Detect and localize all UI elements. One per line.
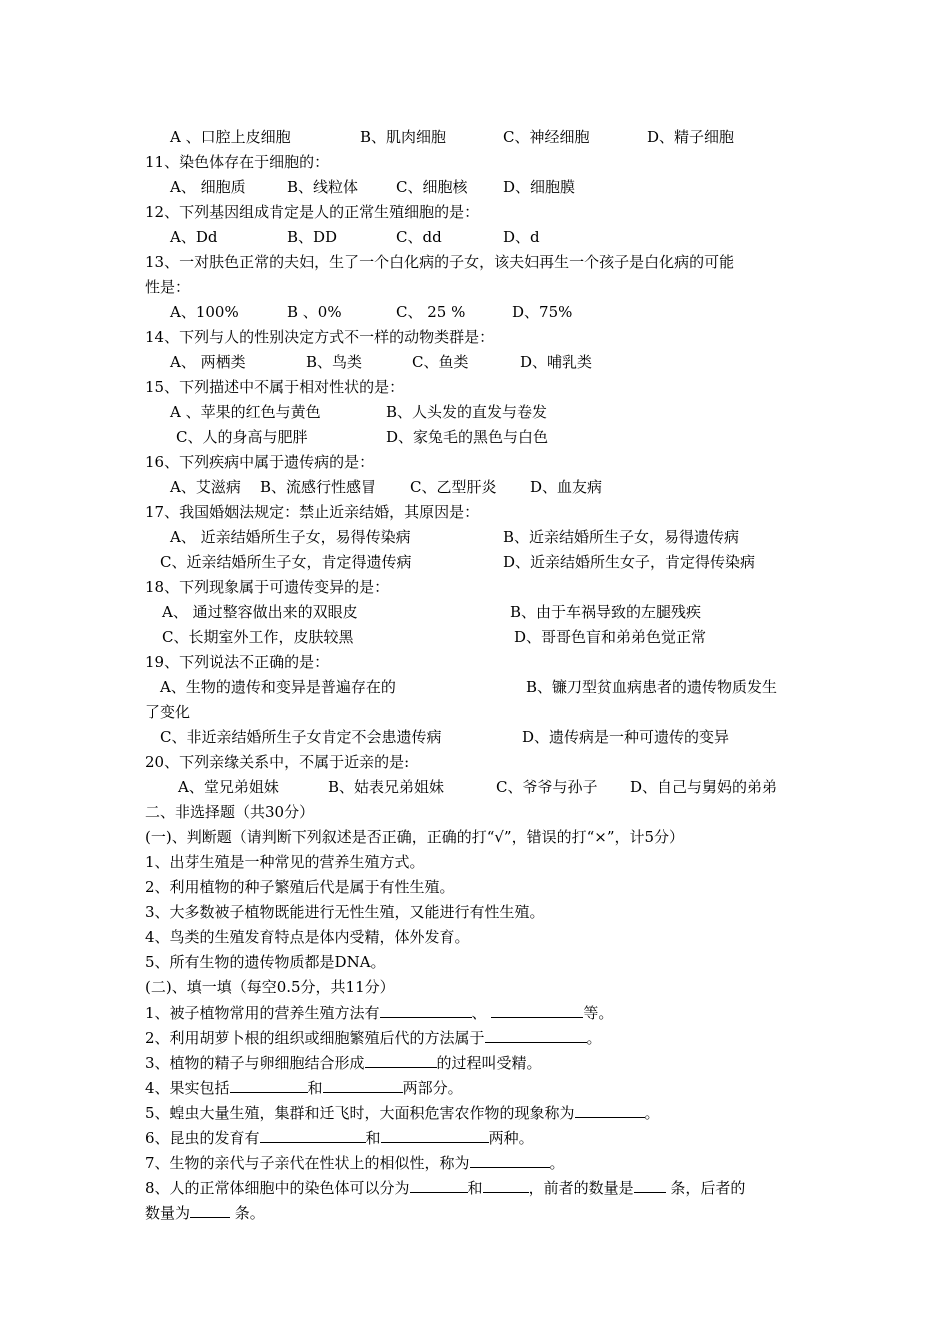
fill-blank[interactable] <box>575 1102 645 1118</box>
q16-option-c: C、乙型肝炎 <box>410 478 497 496</box>
fill-item-6-mid: 和 <box>365 1129 381 1147</box>
q14-option-a: A、 两栖类 <box>170 353 246 371</box>
q16-option-a: A、艾滋病 <box>170 478 241 496</box>
fill-item-2-text: 2、利用胡萝卜根的组织或细胞繁殖后代的方法属于 <box>145 1029 485 1047</box>
q17-option-c: C、近亲结婚所生子女，肯定得遗传病 <box>160 553 412 571</box>
q12-option-d: D、d <box>503 228 540 246</box>
q20-option-b: B、姑表兄弟姐妹 <box>328 778 445 796</box>
fill-item-8-end: 条。 <box>234 1204 265 1222</box>
q20-stem: 20、下列亲缘关系中，不属于近亲的是: <box>145 753 410 771</box>
q12-option-a: A、Dd <box>170 228 218 246</box>
q11-option-d: D、细胞膜 <box>503 178 576 196</box>
q20-option-c: C、爷爷与孙子 <box>496 778 598 796</box>
q12-option-b: B、DD <box>287 228 338 246</box>
q13-stem: 13、一对肤色正常的夫妇，生了一个白化病的子女，该夫妇再生一个孩子是白化病的可能 <box>145 253 735 271</box>
q18-option-d: D、哥哥色盲和弟弟色觉正常 <box>514 628 707 646</box>
q15-stem: 15、下列描述中不属于相对性状的是： <box>145 378 405 396</box>
fill-item-1-sep: 、 <box>471 1004 487 1022</box>
q11-option-c: C、细胞核 <box>396 178 468 196</box>
fill-blank[interactable] <box>365 1052 437 1068</box>
q17-option-a: A、 近亲结婚所生子女，易得传染病 <box>170 528 411 546</box>
judge-item-2: 2、利用植物的种子繁殖后代是属于有性生殖。 <box>145 878 455 896</box>
fill-item-2-end: 。 <box>586 1029 602 1047</box>
judge-item-3: 3、大多数被子植物既能进行无性生殖，又能进行有性生殖。 <box>145 903 545 921</box>
q13-option-a: A、100% <box>170 303 239 321</box>
q18-option-b: B、由于车祸导致的左腿残疾 <box>510 603 702 621</box>
q19-option-c: C、非近亲结婚所生子女肯定不会患遗传病 <box>160 728 442 746</box>
fill-item-6-end: 两种。 <box>488 1129 534 1147</box>
judge-title: (一)、判断题（请判断下列叙述是否正确，正确的打“√”，错误的打“×”，计5分） <box>145 828 685 846</box>
fill-blank[interactable] <box>380 1002 472 1018</box>
q10-option-b: B、肌肉细胞 <box>360 128 447 146</box>
fill-blank[interactable] <box>260 1127 366 1143</box>
fill-item-4-mid: 和 <box>307 1079 323 1097</box>
q13-stem-cont: 性是： <box>145 278 191 296</box>
q10-option-c: C、神经细胞 <box>503 128 590 146</box>
q10-option-d: D、精子细胞 <box>647 128 735 146</box>
judge-item-4: 4、鸟类的生殖发育特点是体内受精，体外发育。 <box>145 928 470 946</box>
fill-item-8 <box>145 1177 745 1198</box>
q13-option-d: D、75% <box>512 303 573 321</box>
fill-item-8-text: 8、人的正常体细胞中的染色体可以分为 <box>145 1179 410 1197</box>
q19-stem: 19、下列说法不正确的是： <box>145 653 330 671</box>
q10-option-a: A 、口腔上皮细胞 <box>170 128 291 146</box>
q17-option-d: D、近亲结婚所生女子，肯定得传染病 <box>503 553 756 571</box>
q17-stem: 17、我国婚姻法规定：禁止近亲结婚，其原因是： <box>145 503 480 521</box>
q13-option-b: B 、0% <box>287 303 342 321</box>
q11-option-a: A、 细胞质 <box>170 178 246 196</box>
q18-option-c: C、长期室外工作，皮肤较黑 <box>162 628 354 646</box>
q15-option-a: A 、苹果的红色与黄色 <box>170 403 321 421</box>
fill-item-4 <box>145 1077 463 1098</box>
fill-item-4-text: 4、果实包括 <box>145 1079 230 1097</box>
q14-option-c: C、鱼类 <box>412 353 469 371</box>
fill-title: (二)、填一填（每空0.5分，共11分） <box>145 978 395 996</box>
q20-option-d: D、自己与舅妈的弟弟 <box>630 778 778 796</box>
fill-item-1-end: 等。 <box>583 1004 614 1022</box>
q16-option-d: D、血友病 <box>530 478 603 496</box>
q14-option-d: D、哺乳类 <box>520 353 593 371</box>
fill-blank[interactable] <box>381 1127 489 1143</box>
q18-stem: 18、下列现象属于可遗传变异的是： <box>145 578 390 596</box>
q15-option-d: D、家兔毛的黑色与白色 <box>386 428 549 446</box>
fill-blank[interactable] <box>485 1027 587 1043</box>
fill-item-7-text: 7、生物的亲代与子亲代在性状上的相似性，称为 <box>145 1154 470 1172</box>
fill-item-3 <box>145 1052 542 1073</box>
fill-item-8-text4: 数量为 <box>145 1204 191 1222</box>
fill-blank[interactable] <box>230 1077 308 1093</box>
fill-blank[interactable] <box>634 1177 666 1193</box>
judge-item-1: 1、出芽生殖是一种常见的营养生殖方式。 <box>145 853 425 871</box>
q12-option-c: C、dd <box>396 228 442 246</box>
q15-option-c: C、人的身高与肥胖 <box>176 428 308 446</box>
q11-stem: 11、染色体存在于细胞的： <box>145 153 330 171</box>
fill-blank[interactable] <box>323 1077 403 1093</box>
q18-option-a: A、 通过整容做出来的双眼皮 <box>162 603 358 621</box>
fill-item-6-text: 6、昆虫的发育有 <box>145 1129 260 1147</box>
q19-option-a: A、生物的遗传和变异是普遍存在的 <box>160 678 396 696</box>
q16-stem: 16、下列疾病中属于遗传病的是： <box>145 453 375 471</box>
q14-option-b: B、鸟类 <box>306 353 363 371</box>
q19-option-d: D、遗传病是一种可遗传的变异 <box>522 728 730 746</box>
q17-option-b: B、近亲结婚所生子女，易得遗传病 <box>503 528 740 546</box>
fill-item-8-cont <box>145 1202 265 1223</box>
fill-blank[interactable] <box>470 1152 550 1168</box>
q16-option-b: B、流感行性感冒 <box>260 478 377 496</box>
section2-title: 二、非选择题（共30分） <box>145 803 315 821</box>
fill-item-8-mid: 和 <box>467 1179 483 1197</box>
q12-stem: 12、下列基因组成肯定是人的正常生殖细胞的是： <box>145 203 480 221</box>
fill-item-5-text: 5、蝗虫大量生殖，集群和迁飞时，大面积危害农作物的现象称为 <box>145 1104 575 1122</box>
q11-option-b: B、线粒体 <box>287 178 359 196</box>
q19-option-b-cont: 了变化 <box>145 703 191 721</box>
fill-blank[interactable] <box>190 1202 230 1218</box>
fill-item-6 <box>145 1127 534 1148</box>
fill-item-8-text3: 条，后者的 <box>670 1179 746 1197</box>
q15-option-b: B、人头发的直发与卷发 <box>386 403 548 421</box>
fill-item-3-text: 3、植物的精子与卵细胞结合形成 <box>145 1054 365 1072</box>
fill-blank[interactable] <box>483 1177 529 1193</box>
q14-stem: 14、下列与人的性别决定方式不一样的动物类群是： <box>145 328 495 346</box>
fill-item-5-end: 。 <box>644 1104 660 1122</box>
fill-item-1-text: 1、被子植物常用的营养生殖方法有 <box>145 1004 380 1022</box>
fill-item-7-end: 。 <box>549 1154 565 1172</box>
judge-item-5: 5、所有生物的遗传物质都是DNA。 <box>145 953 386 971</box>
fill-item-8-text2: ，前者的数量是 <box>528 1179 634 1197</box>
fill-item-1 <box>145 1002 613 1023</box>
fill-item-4-end: 两部分。 <box>402 1079 463 1097</box>
fill-item-7 <box>145 1152 565 1173</box>
q13-option-c: C、 25 % <box>396 303 466 321</box>
q19-option-b: B、镰刀型贫血病患者的遗传物质发生 <box>526 678 778 696</box>
fill-item-5 <box>145 1102 660 1123</box>
fill-item-3-end: 的过程叫受精。 <box>436 1054 542 1072</box>
q20-option-a: A、堂兄弟姐妹 <box>178 778 279 796</box>
fill-blank[interactable] <box>491 1002 583 1018</box>
fill-item-2 <box>145 1027 602 1048</box>
fill-blank[interactable] <box>410 1177 468 1193</box>
